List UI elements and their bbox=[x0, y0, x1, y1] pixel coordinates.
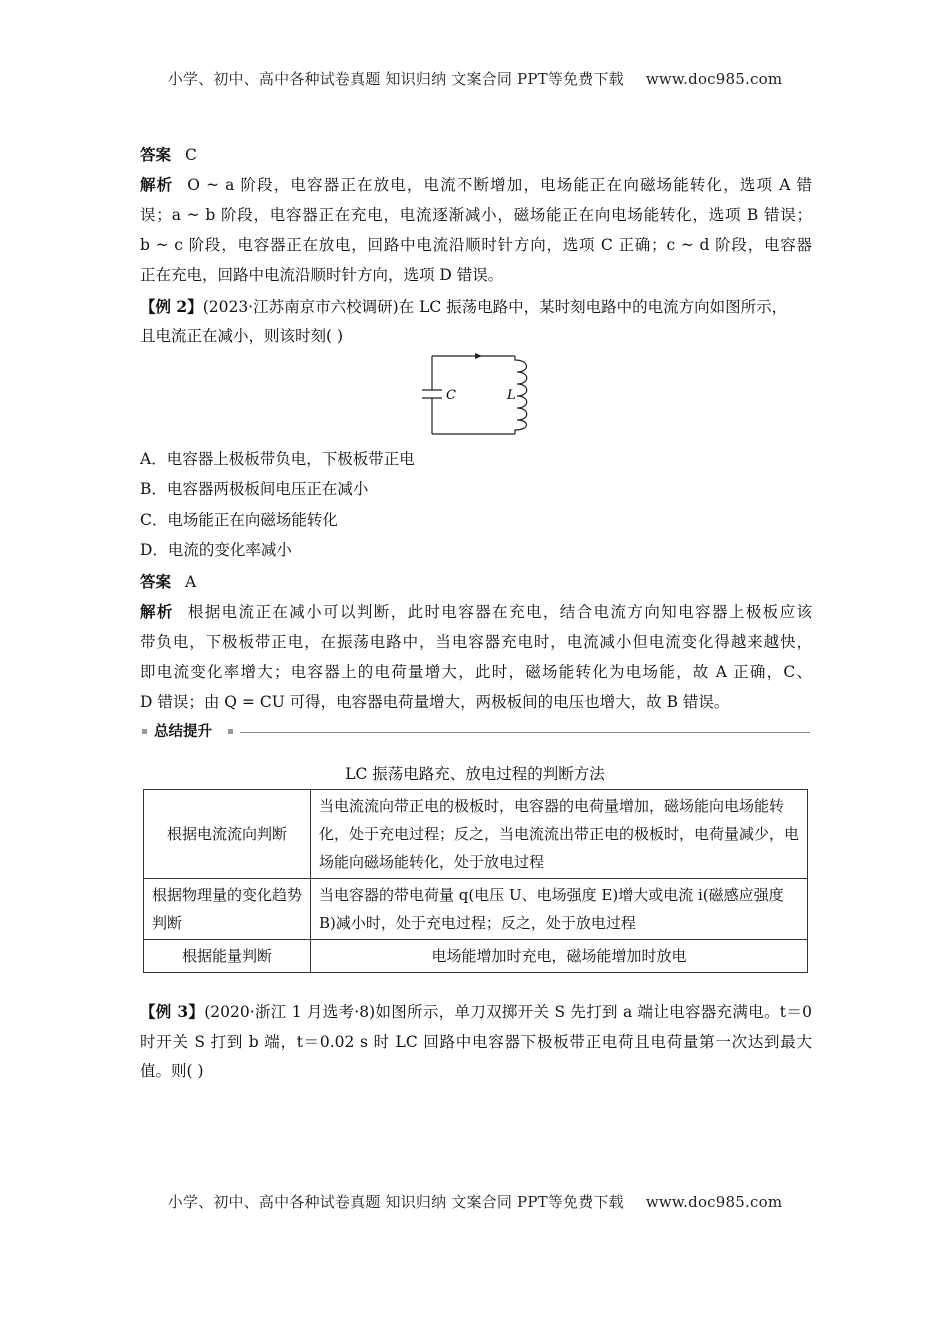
prev-analysis-line-1 bbox=[140, 175, 812, 195]
page-header bbox=[0, 68, 950, 89]
capacitor-label: C bbox=[446, 388, 456, 403]
example2-stem-line-2: 且电流正在减小，则该时刻( ) bbox=[140, 327, 344, 345]
table-cell-key: 根据物理量的变化趋势判断 bbox=[144, 879, 311, 940]
analysis-text: 根据电流正在减小可以判断，此时电容器在充电，结合电流方向知电容器上极板应该 bbox=[187, 603, 812, 621]
example3-stem-line-3: 值。则( ) bbox=[140, 1062, 204, 1080]
analysis-text: O ~ a 阶段，电容器正在放电，电流不断增加，电场能正在向磁场能转化，选项 A 错 bbox=[187, 176, 812, 194]
example2-answer-line bbox=[140, 572, 812, 592]
footer-url[interactable]: www.doc985.com bbox=[645, 1193, 783, 1211]
table-cell-key: 根据能量判断 bbox=[144, 940, 311, 973]
square-bullet-icon bbox=[228, 729, 233, 734]
current-arrow-icon bbox=[475, 353, 482, 359]
option-d: D．电流的变化率减小 bbox=[140, 541, 292, 559]
page-footer bbox=[0, 1191, 950, 1212]
summary-title: 总结提升 bbox=[154, 724, 212, 740]
example3-stem-line-1 bbox=[140, 1002, 812, 1022]
table-row bbox=[144, 879, 808, 940]
example3-stem: (2020·浙江 1 月选考·8)如图所示，单刀双掷开关 S 先打到 a 端让电容器充满电。t＝0 bbox=[204, 1003, 812, 1021]
example2-tag: 【例 2】 bbox=[140, 297, 203, 316]
option-c: C．电场能正在向磁场能转化 bbox=[140, 511, 338, 529]
prev-answer-line bbox=[140, 145, 812, 165]
prev-analysis-line-3: b ~ c 阶段，电容器正在放电，回路中电流沿顺时针方向，选项 C 正确；c ~ d 阶段，电容器 bbox=[140, 236, 812, 254]
option-a: A．电容器上极板带负电，下极板带正电 bbox=[140, 450, 415, 468]
lc-circuit-figure bbox=[420, 352, 535, 442]
option-b: B．电容器两极板间电压正在减小 bbox=[140, 480, 369, 498]
divider bbox=[240, 732, 810, 733]
method-table bbox=[143, 789, 808, 973]
analysis-label: 解析 bbox=[140, 602, 174, 621]
example2-analysis-line-2: 带负电，下极板带正电，在振荡电路中，当电容器充电时，电流减小但电流变化得越来越快， bbox=[140, 633, 812, 651]
table-cell-value: 当电流流向带正电的极板时，电容器的电荷量增加，磁场能向电场能转化，处于充电过程；反之，当电流流出带正电的极板时，电荷量减少，电场能向磁场能转化，处于放电过程 bbox=[311, 790, 808, 879]
example2-analysis-line-4: D 错误；由 Q = CU 可得，电容器电荷量增大，两极板间的电压也增大，故 B 错误。 bbox=[140, 693, 730, 711]
example3-stem-line-2: 时开关 S 打到 b 端，t＝0.02 s 时 LC 回路中电容器下极板带正电荷且电荷量第一次达到最大 bbox=[140, 1033, 812, 1051]
inductor-label: L bbox=[507, 388, 516, 403]
example2-stem-line-1 bbox=[140, 297, 812, 317]
answer-label: 答案 bbox=[140, 145, 172, 164]
example2-analysis-line-3: 即电流变化率增大；电容器上的电荷量增大，此时，磁场能转化为电场能，故 A 正确，C、 bbox=[140, 663, 812, 681]
answer-value: C bbox=[185, 146, 197, 164]
inductor-coil bbox=[515, 356, 527, 434]
example2-analysis-line-1 bbox=[140, 602, 812, 622]
footer-text: 小学、初中、高中各种试卷真题 知识归纳 文案合同 PPT等免费下载 bbox=[167, 1193, 624, 1211]
table-cell-value: 电场能增加时充电，磁场能增加时放电 bbox=[311, 940, 808, 973]
square-bullet-icon bbox=[142, 729, 147, 734]
summary-section-header bbox=[140, 722, 810, 742]
prev-analysis-line-4: 正在充电，回路中电流沿顺时针方向，选项 D 错误。 bbox=[140, 266, 504, 284]
table-row bbox=[144, 790, 808, 879]
example2-stem: (2023·江苏南京市六校调研)在 LC 振荡电路中，某时刻电路中的电流方向如图所示， bbox=[202, 298, 788, 316]
table-title: LC 振荡电路充、放电过程的判断方法 bbox=[345, 765, 605, 783]
header-text: 小学、初中、高中各种试卷真题 知识归纳 文案合同 PPT等免费下载 bbox=[167, 70, 624, 88]
answer-label: 答案 bbox=[140, 572, 172, 591]
example3-tag: 【例 3】 bbox=[140, 1002, 205, 1021]
table-row bbox=[144, 940, 808, 973]
analysis-label: 解析 bbox=[140, 175, 174, 194]
table-cell-key: 根据电流流向判断 bbox=[144, 790, 311, 879]
prev-analysis-line-2: 误；a ~ b 阶段，电容器正在充电，电流逐渐减小，磁场能正在向电场能转化，选项 B 错误； bbox=[140, 206, 812, 224]
header-url[interactable]: www.doc985.com bbox=[645, 70, 783, 88]
table-cell-value: 当电容器的带电荷量 q(电压 U、电场强度 E)增大或电流 i(磁感应强度 B)减小时，处于充电过程；反之，处于放电过程 bbox=[311, 879, 808, 940]
answer-value: A bbox=[185, 573, 197, 591]
